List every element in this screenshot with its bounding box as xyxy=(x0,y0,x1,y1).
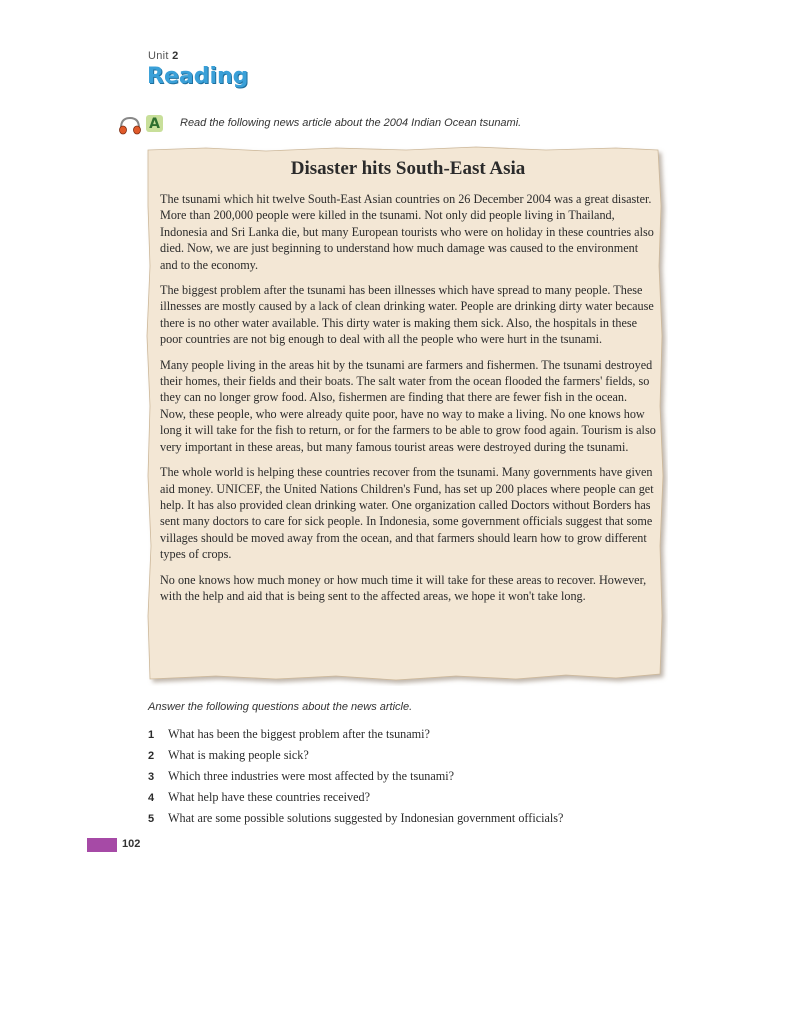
question-item xyxy=(148,811,563,832)
question-text: What has been the biggest problem after the tsunami? xyxy=(168,727,430,741)
question-text: What help have these countries received? xyxy=(168,790,371,804)
unit-label xyxy=(148,50,179,62)
section-title: Reading xyxy=(147,64,249,89)
article-paragraph: The tsunami which hit twelve South-East Asian countries on 26 December 2004 was a great disaster. More than 200,000 people were killed in the tsunami. Not only did people living in Thailand, Indonesia and Sri Lanka die, but many European tourists who were on holiday in these countries also died. Now, we are just beginning to understand how much damage was caused to the environment and to the economy. xyxy=(160,192,654,272)
question-text: What are some possible solutions suggested by Indonesian government officials? xyxy=(168,811,564,825)
article-paragraph: The biggest problem after the tsunami has been illnesses which have spread to many people. These illnesses are mostly caused by a lack of clean drinking water. People are drinking dirty water because there is no other water available. This dirty water is making them sick. Also, the hospitals in these poor countries are not big enough to deal with all the people who were hurt in the tsunami. xyxy=(160,283,654,347)
question-number: 1 xyxy=(148,729,155,741)
article-paragraph: Many people living in the areas hit by the tsunami are farmers and fishermen. The tsunami destroyed their homes, their fields and their boats. The salt water from the ocean flooded the farmers' fields, so they can no longer grow food. Also, fishermen are finding that there are fewer fish in the ocean. Now, these people, who were already quite poor, have no way to make a living. No one knows how long it will take for the fish to return, or for the farmers to be able to grow food again. Tourism is also very important in these areas, but many famous tourist areas were destroyed during the tsunami. xyxy=(160,357,656,454)
question-text: Which three industries were most affected by the tsunami? xyxy=(168,769,455,783)
article-paragraph: The whole world is helping these countries recover from the tsunami. Many governments have given aid money. UNICEF, the United Nations Children's Fund, has set up 200 places where people can get help. It has also provided clean drinking water. One organization called Doctors without Borders has sent many doctors to care for sick people. In Indonesia, some government officials suggest that some villages should be moved away from the ocean, and that farmers should learn how to grow different types of crops. xyxy=(160,465,654,562)
article-title: Disaster hits South-East Asia xyxy=(290,158,526,179)
article-paper xyxy=(146,146,668,686)
headphones-icon[interactable] xyxy=(118,114,142,136)
article-paragraph: No one knows how much money or how much time it will take for these areas to recover. However, with the help and aid that is being sent to the affected areas, we hope it won't take long. xyxy=(160,572,647,603)
page-accent-bar xyxy=(87,838,117,852)
question-item xyxy=(148,769,563,790)
activity-instruction: Read the following news article about the 2004 Indian Ocean tsunami. xyxy=(180,117,522,129)
questions-intro: Answer the following questions about the news article. xyxy=(148,701,413,713)
question-item xyxy=(148,790,563,811)
question-item xyxy=(148,727,563,748)
questions-list xyxy=(148,727,563,832)
question-number: 5 xyxy=(148,813,155,825)
question-text: What is making people sick? xyxy=(168,748,309,762)
unit-word: Unit xyxy=(148,50,169,62)
question-item xyxy=(148,748,563,769)
question-number: 2 xyxy=(148,750,155,762)
unit-number: 2 xyxy=(172,50,179,62)
activity-row xyxy=(118,114,718,136)
news-article xyxy=(160,158,656,613)
page-number: 102 xyxy=(122,838,141,850)
question-number: 3 xyxy=(148,771,155,783)
question-number: 4 xyxy=(148,792,155,804)
activity-badge: A xyxy=(146,115,163,132)
